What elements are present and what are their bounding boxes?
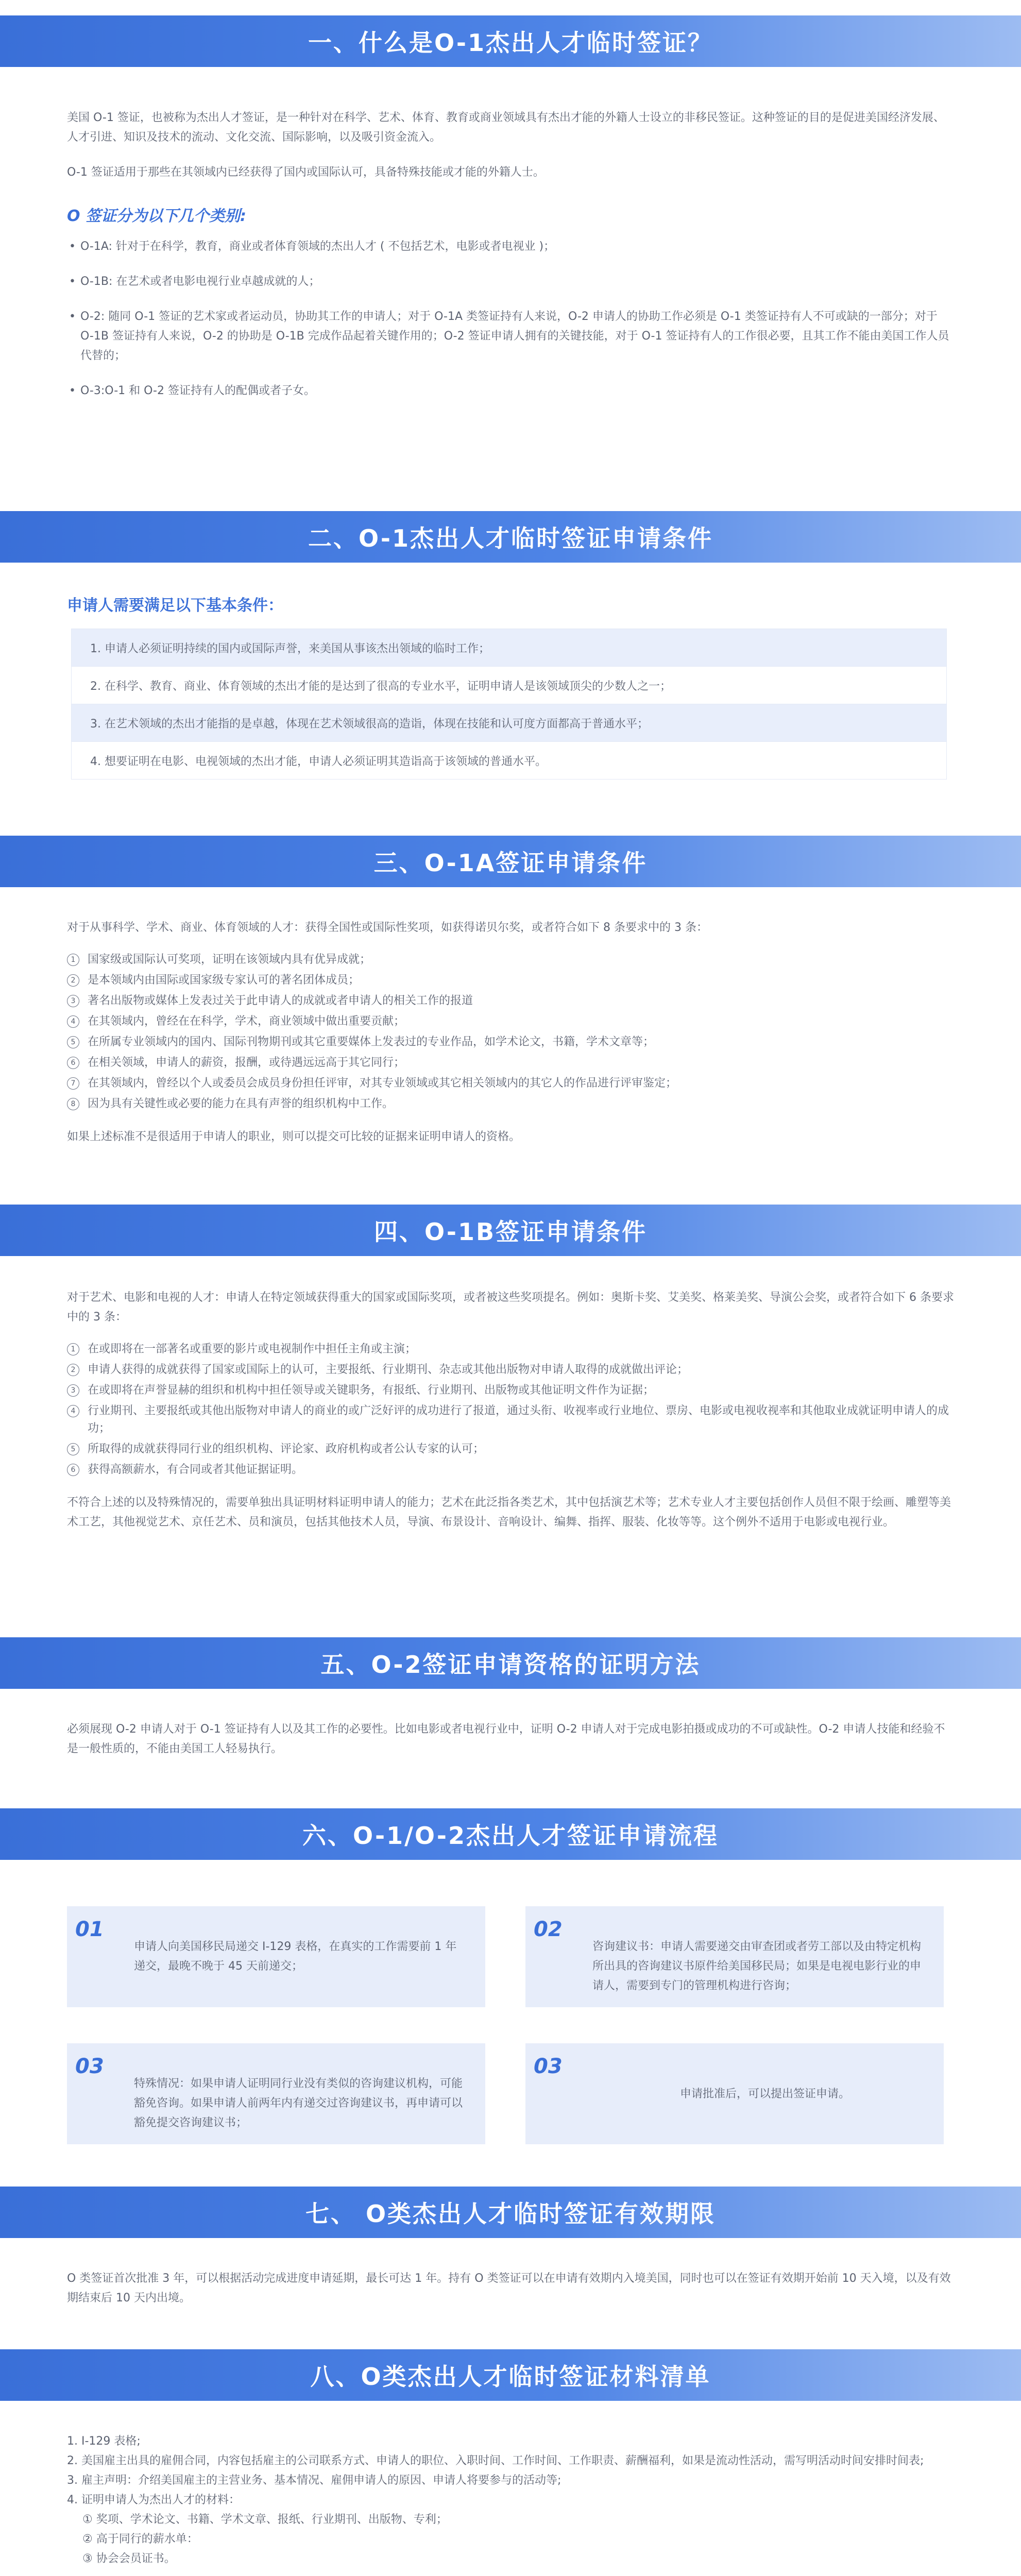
section-banner-2: [0, 511, 1021, 563]
criteria-text: 在或即将在声誉显赫的组织和机构中担任领导或关键职务，有报纸、行业期刊、出版物或其他证明文件作为证据；: [88, 1384, 655, 1397]
category-item: • O-2: 随同 O-1 签证的艺术家或者运动员，协助其工作的申请人；对于 O-1A 类签证持有人来说，O-2 申请人的协助工作必须是 O-1 类签证持有人不可或缺的一部分；对于 O-1B 签证持有人来说，O-2 的协助是 O-1B 完成作品起着关键作用的；O-2 签证申请人拥有的关键技能，对于 O-1 签证持有人的工作很必要，且其工作不能由美国工作人员代替的；: [67, 307, 954, 366]
criteria-text: 是本领域内由国际或国家级专家认可的著名团体成员；: [88, 974, 360, 987]
item-number: 4: [67, 1015, 79, 1028]
item-number: 5: [67, 1443, 79, 1455]
step-number: 02: [534, 1918, 563, 1941]
step-number: 01: [75, 1918, 104, 1941]
criteria-item: [67, 1361, 954, 1379]
criteria-item: [67, 1054, 954, 1072]
o1a-criteria-list: [67, 951, 954, 1113]
section-title-8: 八、O类杰出人才临时签证材料清单: [310, 2363, 711, 2391]
item-number: 3: [67, 1384, 79, 1397]
criteria-item: [67, 1440, 954, 1458]
materials-list: [67, 2432, 954, 2569]
criteria-text: 申请人获得的成就获得了国家或国际上的认可，主要报纸、行业期刊、杂志或其他出版物对申请人取得的成就做出评论；: [88, 1363, 689, 1376]
item-number: 5: [67, 1036, 79, 1048]
conditions-subtitle: 申请人需要满足以下基本条件：: [67, 597, 283, 615]
condition-row: 2. 在科学、教育、商业、体育领域的杰出才能的是达到了很高的专业水平，证明申请人是该领域顶尖的少数人之一；: [71, 667, 947, 704]
intro-paragraph: 美国 O-1 签证，也被称为杰出人才签证，是一种针对在科学、艺术、体育、教育或商业领域具有杰出才能的外籍人士设立的非移民签证。这种签证的目的是促进美国经济发展、人才引进、知识及技术的流动、文化交流、国际影响，以及吸引资金流入。: [67, 111, 945, 144]
material-subitem: ② 高于同行的薪水单：: [82, 2533, 198, 2546]
criteria-item: [67, 1095, 954, 1113]
section-banner-7: [0, 2187, 1021, 2238]
section-banner-5: [0, 1637, 1021, 1689]
category-item: • O-1B: 在艺术或者电影电视行业卓越成就的人；: [67, 272, 954, 292]
item-number: 3: [67, 995, 79, 1007]
section-title-7: 七、 O类杰出人才临时签证有效期限: [305, 2200, 716, 2228]
condition-row: 4. 想要证明在电影、电视领域的杰出才能，申请人必须证明其造诣高于该领域的普通水平。: [71, 742, 947, 779]
step-number: 03: [534, 2055, 563, 2078]
section-title-5: 五、O-2签证申请资格的证明方法: [320, 1651, 701, 1679]
section-body-5: [67, 1720, 954, 1772]
item-number: 2: [67, 1364, 79, 1376]
validity-text: O 类签证首次批准 3 年，可以根据活动完成进度申请延期，最长可达 1 年。持有 O 类签证可以在申请有效期内入境美国，同时也可以在签证有效期开始前 10 天入境，以及有效期结束后 10 天内出境。: [67, 2272, 951, 2304]
category-subtitle: O 签证分为以下几个类别:: [67, 207, 246, 225]
conditions-table: [71, 629, 947, 779]
scope-paragraph: O-1 签证适用于那些在其领域内已经获得了国内或国际认可，具备特殊技能或才能的外籍人士。: [67, 166, 544, 179]
section-banner-8: [0, 2349, 1021, 2401]
item-number: 1: [67, 954, 79, 966]
section-body-8: [67, 2432, 954, 2569]
step-text: 申请批准后，可以提出签证申请。: [680, 2088, 850, 2100]
criteria-item: [67, 972, 954, 989]
criteria-text: 获得高额薪水，有合同或者其他证据证明。: [88, 1463, 303, 1476]
section-title-2: 二、O-1杰出人才临时签证申请条件: [308, 524, 713, 552]
criteria-item: [67, 992, 954, 1010]
item-number: 4: [67, 1405, 79, 1417]
o2-proof-text: 必须展现 O-2 申请人对于 O-1 签证持有人以及其工作的必要性。比如电影或者电视行业中，证明 O-2 申请人对于完成电影拍摄或成功的不可或缺性。O-2 申请人技能和经验不是一般性质的，不能由美国工人轻易执行。: [67, 1723, 945, 1755]
condition-row: 3. 在艺术领域的杰出才能指的是卓越，体现在艺术领域很高的造诣，体现在技能和认可度方面都高于普通水平；: [71, 704, 947, 742]
criteria-item: [67, 1382, 954, 1399]
process-step: [67, 1906, 485, 2007]
item-number: 7: [67, 1077, 79, 1090]
criteria-item: [67, 1341, 954, 1358]
process-step: [525, 2043, 944, 2144]
material-item: 3. 雇主声明：介绍美国雇主的主营业务、基本情况、雇佣申请人的原因、申请人将要参与的活动等;: [67, 2474, 561, 2487]
section-body-2: [67, 592, 954, 779]
criteria-item: [67, 1013, 954, 1030]
criteria-text: 著名出版物或媒体上发表过关于此申请人的成就或者申请人的相关工作的报道: [88, 994, 473, 1007]
step-number: 03: [75, 2055, 104, 2078]
item-number: 6: [67, 1464, 79, 1476]
item-number: 1: [67, 1343, 79, 1355]
section-body-1: [67, 108, 954, 416]
criteria-text: 在相关领域，申请人的薪资，报酬，或待遇远远高于其它同行；: [88, 1056, 405, 1069]
material-item: 4. 证明申请人为杰出人才的材料：: [67, 2494, 240, 2506]
process-step: [525, 1906, 944, 2007]
criteria-item: [67, 1033, 954, 1051]
item-number: 8: [67, 1098, 79, 1110]
criteria-text: 在或即将在一部著名或重要的影片或电视制作中担任主角或主演；: [88, 1343, 417, 1355]
o1a-intro: 对于从事科学、学术、商业、体育领域的人才：获得全国性或国际性奖项，如获得诺贝尔奖，或者符合如下 8 条要求中的 3 条：: [67, 921, 708, 934]
item-number: 6: [67, 1057, 79, 1069]
category-item: • O-3:O-1 和 O-2 签证持有人的配偶或者子女。: [67, 381, 954, 401]
material-item: 2. 美国雇主出具的雇佣合同，内容包括雇主的公司联系方式、申请人的职位、入职时间、工作时间、工作职责、薪酬福利，如果是流动性活动，需写明活动时间安排时间表;: [67, 2454, 924, 2467]
step-text: 特殊情况：如果申请人证明同行业没有类似的咨询建议机构，可能豁免咨询。如果申请人前两年内有递交过咨询建议书，再申请可以豁免提交咨询建议书；: [134, 2077, 463, 2129]
condition-row: 1. 申请人必须证明持续的国内或国际声誉，来美国从事该杰出领域的临时工作；: [71, 629, 947, 667]
material-subitem: ③ 协会会员证书。: [82, 2552, 176, 2565]
process-step: [67, 2043, 485, 2144]
section-title-1: 一、什么是O-1杰出人才临时签证？: [308, 29, 713, 57]
criteria-text: 行业期刊、主要报纸或其他出版物对申请人的商业的或广泛好评的成功进行了报道，通过头衔、收视率或行业地位、票房、电影或电视收视率和其他取业成就证明申请人的成功；: [88, 1404, 949, 1435]
criteria-text: 国家级或国际认可奖项，证明在该领域内具有优异成就；: [88, 953, 371, 966]
category-list: [67, 237, 954, 401]
o1b-note: 不符合上述的以及特殊情况的，需要单独出具证明材料证明申请人的能力；艺术在此泛指各类艺术，其中包括演艺术等；艺术专业人才主要包括创作人员但不限于绘画、雕塑等美术工艺，其他视觉艺术、京任艺术、员和演员，包括其他技术人员，导演、布景设计、音响设计、编舞、指挥、服装、化妆等等。这个例外不适用于电影或电视行业。: [67, 1496, 951, 1529]
category-item: • O-1A: 针对于在科学，教育，商业或者体育领域的杰出人才 ( 不包括艺术，电影或者电视业 )；: [67, 237, 954, 257]
criteria-item: [67, 951, 954, 969]
criteria-item: [67, 1075, 954, 1092]
material-item: 1. I-129 表格;: [67, 2435, 141, 2448]
section-title-4: 四、O-1B签证申请条件: [373, 1218, 648, 1246]
o1a-note: 如果上述标准不是很适用于申请人的职业，则可以提交可比较的证据来证明申请人的资格。: [67, 1130, 521, 1143]
section-title-6: 六、O-1/O-2杰出人才签证申请流程: [302, 1822, 719, 1850]
item-number: 2: [67, 974, 79, 987]
section-banner-1: [0, 15, 1021, 67]
criteria-text: 在其领域内，曾经在在科学，学术，商业领域中做出重要贡献；: [88, 1015, 405, 1028]
o1b-criteria-list: [67, 1341, 954, 1479]
section-banner-6: [0, 1808, 1021, 1860]
o1b-intro: 对于艺术、电影和电视的人才：申请人在特定领域获得重大的国家或国际奖项，或者被这些奖项提名。例如：奥斯卡奖、艾美奖、格莱美奖、导演公会奖，或者符合如下 6 条要求中的 3 条：: [67, 1291, 954, 1324]
criteria-text: 因为具有关键性或必要的能力在具有声誉的组织机构中工作。: [88, 1097, 394, 1110]
step-text: 咨询建议书：申请人需要递交由审查团或者劳工部以及由特定机构所出具的咨询建议书原件给美国移民局；如果是电视电影行业的申请人，需要到专门的管理机构进行咨询；: [592, 1940, 922, 1992]
section-banner-3: [0, 836, 1021, 887]
criteria-text: 在其领域内，曾经以个人或委员会成员身份担任评审，对其专业领域或其它相关领域内的其它人的作品进行评审鉴定；: [88, 1077, 677, 1090]
section-body-4: [67, 1288, 954, 1546]
section-banner-4: [0, 1205, 1021, 1256]
step-text: 申请人向美国移民局递交 I-129 表格，在真实的工作需要前 1 年递交，最晚不晚于 45 天前递交；: [134, 1940, 457, 1973]
criteria-text: 所取得的成就获得同行业的组织机构、评论家、政府机构或者公认专家的认可；: [88, 1443, 485, 1455]
section-body-3: [67, 918, 954, 1160]
criteria-text: 在所属专业领域内的国内、国际刊物期刊或其它重要媒体上发表过的专业作品，如学术论文，书籍，学术文章等；: [88, 1036, 655, 1048]
criteria-item: [67, 1402, 954, 1437]
section-body-7: [67, 2269, 954, 2321]
material-subitem: ① 奖项、学术论文、书籍、学术文章、报纸、行业期刊、出版物、专利；: [82, 2513, 448, 2526]
criteria-item: [67, 1461, 954, 1479]
section-title-3: 三、O-1A签证申请条件: [373, 849, 648, 877]
